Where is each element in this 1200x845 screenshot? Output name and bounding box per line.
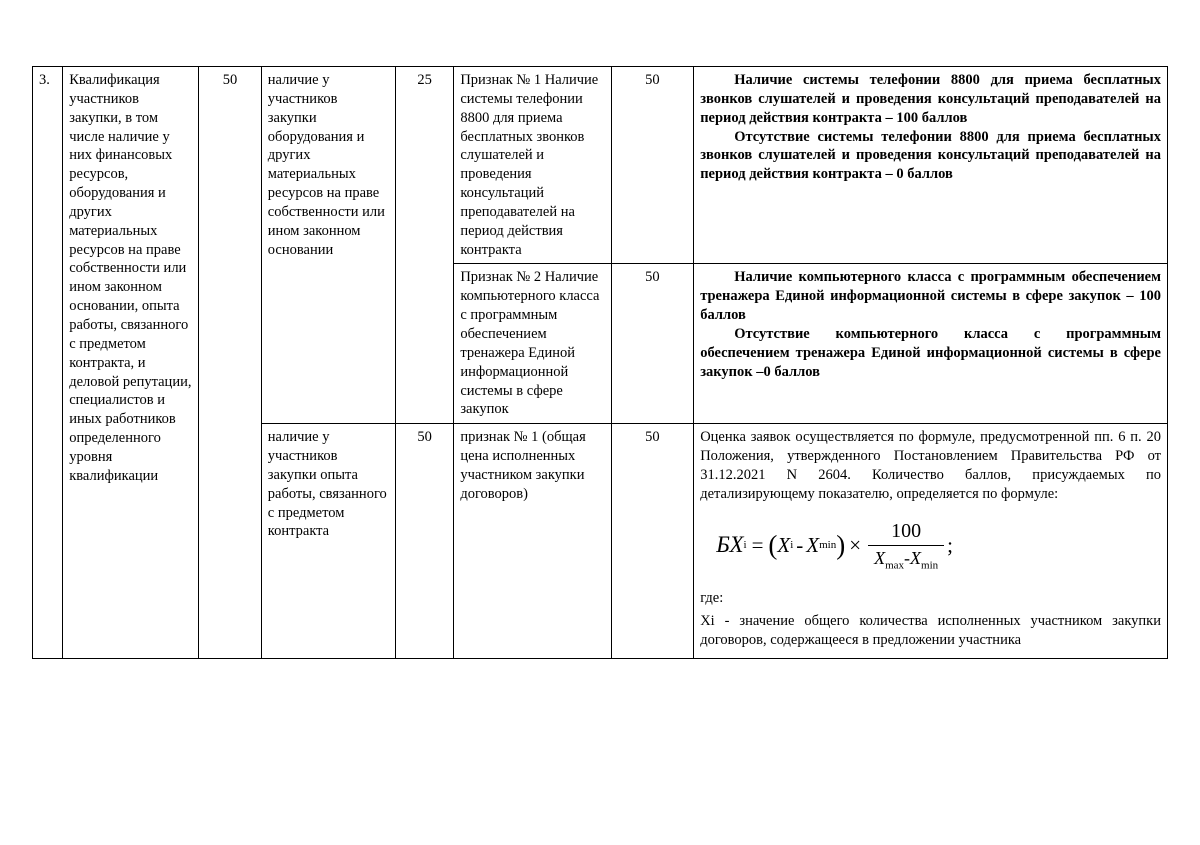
cell-sign-name-2-1: признак № 1 (общая цена исполненных участником закупки договоров)	[454, 424, 611, 658]
cell-detail-weight-1: 25	[395, 67, 453, 424]
formula-lhs: БХ	[716, 532, 744, 558]
formula-denominator	[868, 546, 944, 573]
xi-definition: Хi - значение общего количества исполненных участником закупки договоров, содержащееся в предложении участника	[700, 612, 1161, 648]
criteria-table	[32, 66, 1168, 659]
cell-criterion-name: Квалификация участников закупки, в том числе наличие у них финансовых ресурсов, оборудования и других материальных ресурсов на праве собственности или ином законном основании, опыта работы, связанного с предметом контракта, и деловой репутации, специалистов и иных работников определенного уровня квалификации	[63, 67, 199, 659]
formula-denom-b: Х	[910, 548, 922, 569]
cell-detail-name-2: наличие у участников закупки опыта работы, связанного с предметом контракта	[261, 424, 395, 658]
where-label: где:	[700, 590, 724, 607]
order-line: Отсутствие системы телефонии 8800 для приема бесплатных звонков слушателей и проведения консультаций преподавателей на период действия контракта – 0 баллов	[700, 128, 1161, 183]
cell-sign-name-1-1: Признак № 1 Наличие системы телефонии 8800 для приема бесплатных звонков слушателей и проведения консультаций преподавателей на период действия контракта	[454, 67, 611, 264]
order-line: Наличие системы телефонии 8800 для приема бесплатных звонков слушателей и проведения консультаций преподавателей на период действия контракта – 100 баллов	[700, 72, 1161, 126]
cell-sign-weight-1-2: 50	[611, 264, 694, 424]
scoring-formula: БХ i = ( Х i - Х min ) × $\frac{100}{Х_{max}-Х_{min}}$ ;	[716, 519, 954, 572]
formula-term2: Х	[806, 532, 820, 557]
cell-sign-weight-1-1: 50	[611, 67, 694, 264]
formula-term2-sub: min	[819, 539, 837, 552]
formula-fraction	[868, 518, 944, 573]
cell-criterion-weight: 50	[199, 67, 261, 659]
cell-order-1-1	[694, 67, 1168, 264]
formula-denom-a: Х	[874, 548, 886, 569]
order-line: Наличие компьютерного класса с программным обеспечением тренажера Единой информационной системы в сфере закупок – 100 баллов	[700, 269, 1161, 324]
formula-times: ×	[849, 532, 862, 557]
cell-order-2-1	[694, 424, 1168, 658]
formula-lhs-sub: i	[743, 539, 747, 552]
formula-denom-minus: -	[904, 548, 911, 569]
cell-detail-weight-2: 50	[395, 424, 453, 658]
cell-row-number: 3.	[33, 67, 63, 659]
table-row	[33, 67, 1168, 264]
order-intro-text: Оценка заявок осуществляется по формуле, предусмотренной пп. 6 п. 20 Положения, утвержденного Постановлением Правительства РФ от 31.12.2021 N 2604. Количество баллов, присуждаемых по детализирующему показателю, определяется по формуле:	[700, 429, 1161, 502]
cell-sign-weight-2-1: 50	[611, 424, 694, 658]
formula-denom-a-sub: max	[885, 559, 905, 572]
formula-minus: -	[796, 532, 804, 557]
formula-close-paren: )	[836, 530, 846, 561]
formula-term1-sub: i	[790, 539, 794, 552]
formula-open-paren: (	[768, 530, 778, 561]
formula-tail: ;	[947, 532, 954, 557]
cell-sign-name-1-2: Признак № 2 Наличие компьютерного класса с программным обеспечением тренажера Единой информационной системы в сфере закупок	[454, 264, 611, 424]
cell-detail-name-1: наличие у участников закупки оборудования и других материальных ресурсов на праве собственности или ином законном основании	[261, 67, 395, 424]
cell-order-1-2	[694, 264, 1168, 424]
formula-term1: Х	[777, 532, 791, 557]
order-line: Отсутствие компьютерного класса с программным обеспечением тренажера Единой информационной системы в сфере закупок –0 баллов	[700, 325, 1161, 380]
formula-numerator: 100	[891, 519, 922, 542]
formula-denom-b-sub: min	[921, 559, 939, 572]
